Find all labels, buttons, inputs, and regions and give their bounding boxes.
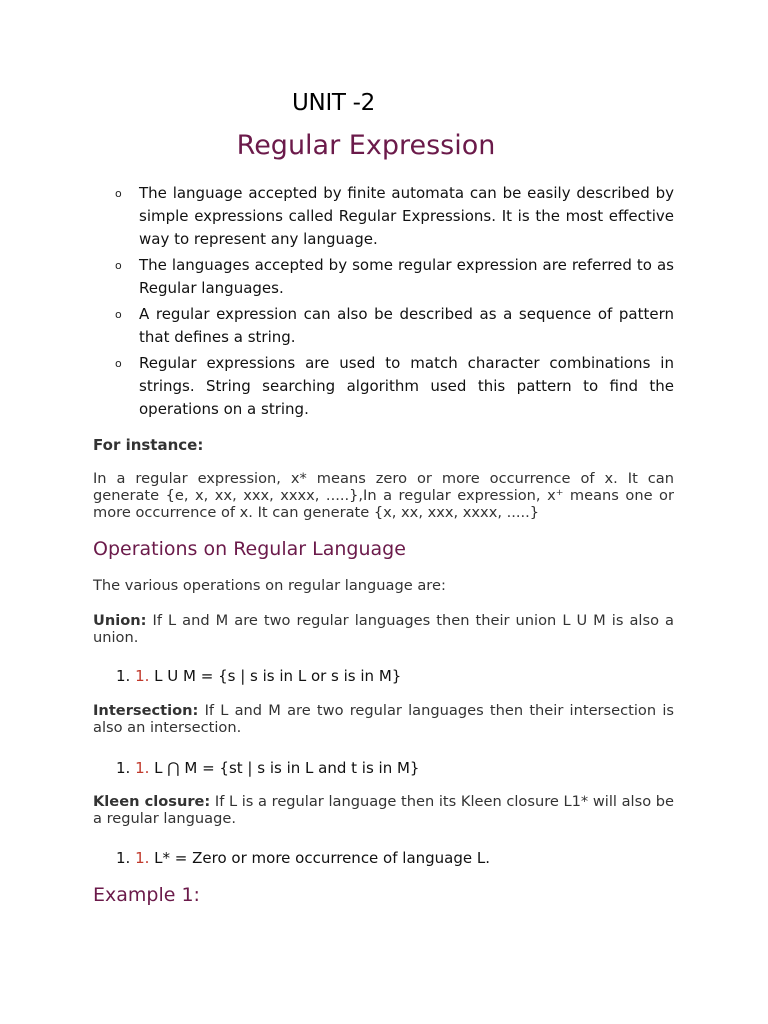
kleen-label: Kleen closure: bbox=[93, 793, 211, 810]
kleen-text: If L is a regular language then its Kleen closure L1* will also be a regular language. bbox=[93, 793, 675, 827]
example-heading: Example 1: bbox=[93, 884, 200, 906]
list-number: 1. bbox=[116, 667, 131, 685]
list-item bbox=[93, 352, 674, 421]
list-number: 1. bbox=[116, 849, 131, 867]
kleen-paragraph bbox=[93, 793, 674, 827]
list-number-red: 1. bbox=[135, 849, 150, 867]
bullet-marker: o bbox=[115, 187, 122, 200]
intersection-formula bbox=[116, 759, 419, 777]
for-instance-heading: For instance: bbox=[93, 436, 204, 454]
union-text: If L and M are two regular languages then their union L U M is also a union. bbox=[93, 612, 674, 646]
intersection-paragraph bbox=[93, 702, 674, 736]
list-number-red: 1. bbox=[135, 759, 150, 777]
page-title: Regular Expression bbox=[236, 130, 496, 161]
bullet-list bbox=[93, 182, 674, 424]
list-number-red: 1. bbox=[135, 667, 150, 685]
intersection-label: Intersection: bbox=[93, 702, 199, 719]
formula-text: L U M = {s | s is in L or s is in M} bbox=[149, 667, 402, 685]
list-item bbox=[93, 254, 674, 300]
bullet-text: Regular expressions are used to match character combinations in strings. String searching algorithm used this pattern to find the operations on a string. bbox=[139, 354, 674, 418]
bullet-text: The language accepted by finite automata can be easily described by simple expressions called Regular Expressions. It is the most effective way to represent any language. bbox=[139, 184, 674, 248]
formula-text: L* = Zero or more occurrence of language L. bbox=[149, 849, 491, 867]
operations-heading: Operations on Regular Language bbox=[93, 538, 406, 560]
union-formula bbox=[116, 667, 401, 685]
formula-text: L ⋂ M = {st | s is in L and t is in M} bbox=[149, 759, 420, 777]
operations-intro: The various operations on regular language are: bbox=[93, 577, 446, 594]
unit-title: UNIT -2 bbox=[292, 90, 376, 116]
union-label: Union: bbox=[93, 612, 147, 629]
bullet-text: The languages accepted by some regular expression are referred to as Regular languages. bbox=[139, 256, 674, 297]
kleen-formula bbox=[116, 849, 490, 867]
for-instance-text: In a regular expression, x* means zero or more occurrence of x. It can generate {e, x, xx, xxx, xxxx, .....},In a regular expression, x⁺ means one or more occurrence of x. It can generate {x, xx, xxx, xxxx, .....} bbox=[93, 470, 674, 521]
list-item bbox=[93, 303, 674, 349]
intersection-text: If L and M are two regular languages then their intersection is also an intersection. bbox=[93, 702, 674, 736]
bullet-marker: o bbox=[115, 259, 122, 272]
list-number: 1. bbox=[116, 759, 131, 777]
list-item bbox=[93, 182, 674, 251]
bullet-marker: o bbox=[115, 357, 122, 370]
bullet-text: A regular expression can also be described as a sequence of pattern that defines a string. bbox=[139, 305, 674, 346]
bullet-marker: o bbox=[115, 308, 122, 321]
union-paragraph bbox=[93, 612, 674, 646]
